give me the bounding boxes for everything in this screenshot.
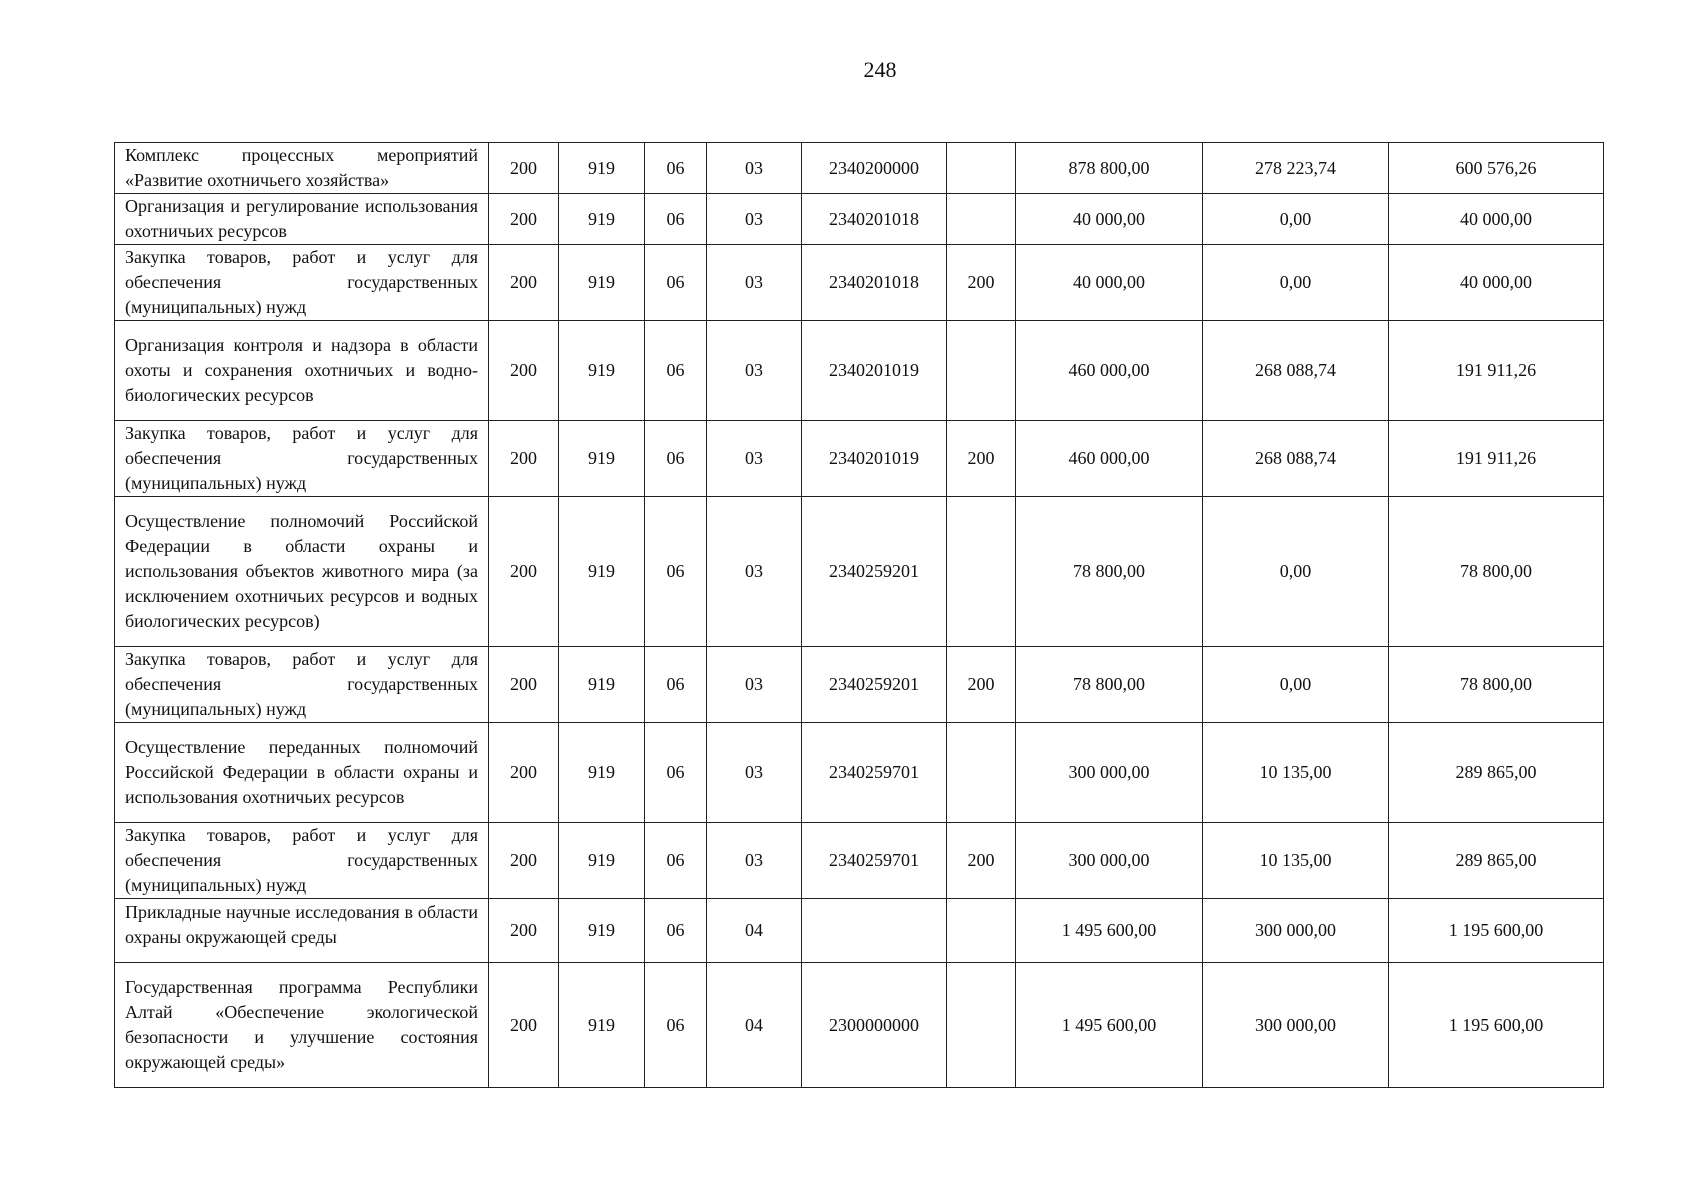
code2-cell: 919 <box>559 245 645 321</box>
table-row <box>115 143 1604 194</box>
target-code-cell: 2340200000 <box>802 143 947 194</box>
expense-type-cell: 200 <box>947 421 1016 497</box>
executed-amount-cell: 300 000,00 <box>1203 963 1389 1088</box>
remaining-amount-cell: 1 195 600,00 <box>1389 963 1604 1088</box>
code2-cell: 919 <box>559 321 645 421</box>
planned-amount-cell: 1 495 600,00 <box>1016 963 1203 1088</box>
row-description: Закупка товаров, работ и услуг для обеспечения государственных (муниципальных) нужд <box>115 421 489 497</box>
row-description: Осуществление полномочий Российской Федерации в области охраны и использования объектов животного мира (за исключением охотничьих ресурсов и водных биологических ресурсов) <box>115 497 489 647</box>
planned-amount-cell: 40 000,00 <box>1016 194 1203 245</box>
target-code-cell: 2340201018 <box>802 194 947 245</box>
target-code-cell: 2340259701 <box>802 823 947 899</box>
code1-cell: 200 <box>489 245 559 321</box>
subsection-cell: 03 <box>707 245 802 321</box>
expense-type-cell <box>947 143 1016 194</box>
code2-cell: 919 <box>559 899 645 963</box>
code1-cell: 200 <box>489 963 559 1088</box>
planned-amount-cell: 78 800,00 <box>1016 647 1203 723</box>
executed-amount-cell: 10 135,00 <box>1203 723 1389 823</box>
code1-cell: 200 <box>489 647 559 723</box>
remaining-amount-cell: 1 195 600,00 <box>1389 899 1604 963</box>
page-number: 248 <box>863 57 897 82</box>
section-cell: 06 <box>645 194 707 245</box>
target-code-cell: 2300000000 <box>802 963 947 1088</box>
table-row <box>115 963 1604 1088</box>
code2-cell: 919 <box>559 143 645 194</box>
remaining-amount-cell: 78 800,00 <box>1389 647 1604 723</box>
table-row <box>115 723 1604 823</box>
planned-amount-cell: 40 000,00 <box>1016 245 1203 321</box>
section-cell: 06 <box>645 245 707 321</box>
remaining-amount-cell: 191 911,26 <box>1389 321 1604 421</box>
code2-cell: 919 <box>559 963 645 1088</box>
executed-amount-cell: 0,00 <box>1203 497 1389 647</box>
code2-cell: 919 <box>559 823 645 899</box>
subsection-cell: 04 <box>707 963 802 1088</box>
section-cell: 06 <box>645 963 707 1088</box>
row-description: Осуществление переданных полномочий Российской Федерации в области охраны и использования охотничьих ресурсов <box>115 723 489 823</box>
subsection-cell: 03 <box>707 823 802 899</box>
budget-table <box>114 142 1604 1088</box>
subsection-cell: 04 <box>707 899 802 963</box>
subsection-cell: 03 <box>707 723 802 823</box>
remaining-amount-cell: 289 865,00 <box>1389 723 1604 823</box>
table-row <box>115 823 1604 899</box>
expense-type-cell: 200 <box>947 245 1016 321</box>
remaining-amount-cell: 78 800,00 <box>1389 497 1604 647</box>
section-cell: 06 <box>645 497 707 647</box>
code2-cell: 919 <box>559 647 645 723</box>
row-description: Прикладные научные исследования в области охраны окружающей среды <box>115 899 489 963</box>
executed-amount-cell: 0,00 <box>1203 245 1389 321</box>
table-row <box>115 647 1604 723</box>
planned-amount-cell: 300 000,00 <box>1016 823 1203 899</box>
row-description: Организация и регулирование использования охотничьих ресурсов <box>115 194 489 245</box>
planned-amount-cell: 1 495 600,00 <box>1016 899 1203 963</box>
executed-amount-cell: 278 223,74 <box>1203 143 1389 194</box>
planned-amount-cell: 300 000,00 <box>1016 723 1203 823</box>
code1-cell: 200 <box>489 421 559 497</box>
table-row <box>115 421 1604 497</box>
expense-type-cell <box>947 963 1016 1088</box>
row-description: Закупка товаров, работ и услуг для обеспечения государственных (муниципальных) нужд <box>115 647 489 723</box>
code1-cell: 200 <box>489 823 559 899</box>
subsection-cell: 03 <box>707 321 802 421</box>
planned-amount-cell: 878 800,00 <box>1016 143 1203 194</box>
target-code-cell: 2340259201 <box>802 647 947 723</box>
executed-amount-cell: 0,00 <box>1203 647 1389 723</box>
executed-amount-cell: 300 000,00 <box>1203 899 1389 963</box>
section-cell: 06 <box>645 899 707 963</box>
code1-cell: 200 <box>489 497 559 647</box>
section-cell: 06 <box>645 823 707 899</box>
table-row <box>115 245 1604 321</box>
code2-cell: 919 <box>559 421 645 497</box>
section-cell: 06 <box>645 647 707 723</box>
expense-type-cell: 200 <box>947 647 1016 723</box>
expense-type-cell <box>947 723 1016 823</box>
target-code-cell: 2340201019 <box>802 321 947 421</box>
section-cell: 06 <box>645 321 707 421</box>
subsection-cell: 03 <box>707 421 802 497</box>
row-description: Закупка товаров, работ и услуг для обеспечения государственных (муниципальных) нужд <box>115 245 489 321</box>
executed-amount-cell: 268 088,74 <box>1203 321 1389 421</box>
row-description: Государственная программа Республики Алтай «Обеспечение экологической безопасности и улучшение состояния окружающей среды» <box>115 963 489 1088</box>
expense-type-cell <box>947 194 1016 245</box>
remaining-amount-cell: 40 000,00 <box>1389 194 1604 245</box>
code1-cell: 200 <box>489 194 559 245</box>
code1-cell: 200 <box>489 143 559 194</box>
target-code-cell: 2340259201 <box>802 497 947 647</box>
code1-cell: 200 <box>489 321 559 421</box>
expense-type-cell: 200 <box>947 823 1016 899</box>
row-description: Комплекс процессных мероприятий «Развитие охотничьего хозяйства» <box>115 143 489 194</box>
remaining-amount-cell: 40 000,00 <box>1389 245 1604 321</box>
code2-cell: 919 <box>559 497 645 647</box>
table-row <box>115 497 1604 647</box>
remaining-amount-cell: 600 576,26 <box>1389 143 1604 194</box>
expense-type-cell <box>947 899 1016 963</box>
code1-cell: 200 <box>489 723 559 823</box>
remaining-amount-cell: 289 865,00 <box>1389 823 1604 899</box>
table-row <box>115 321 1604 421</box>
table-row <box>115 194 1604 245</box>
code1-cell: 200 <box>489 899 559 963</box>
executed-amount-cell: 10 135,00 <box>1203 823 1389 899</box>
executed-amount-cell: 0,00 <box>1203 194 1389 245</box>
row-description: Организация контроля и надзора в области охоты и сохранения охотничьих и водно-биологических ресурсов <box>115 321 489 421</box>
code2-cell: 919 <box>559 723 645 823</box>
code2-cell: 919 <box>559 194 645 245</box>
section-cell: 06 <box>645 143 707 194</box>
planned-amount-cell: 460 000,00 <box>1016 321 1203 421</box>
subsection-cell: 03 <box>707 194 802 245</box>
planned-amount-cell: 460 000,00 <box>1016 421 1203 497</box>
target-code-cell: 2340259701 <box>802 723 947 823</box>
target-code-cell: 2340201019 <box>802 421 947 497</box>
planned-amount-cell: 78 800,00 <box>1016 497 1203 647</box>
target-code-cell: 2340201018 <box>802 245 947 321</box>
section-cell: 06 <box>645 421 707 497</box>
executed-amount-cell: 268 088,74 <box>1203 421 1389 497</box>
remaining-amount-cell: 191 911,26 <box>1389 421 1604 497</box>
row-description: Закупка товаров, работ и услуг для обеспечения государственных (муниципальных) нужд <box>115 823 489 899</box>
target-code-cell <box>802 899 947 963</box>
expense-type-cell <box>947 321 1016 421</box>
subsection-cell: 03 <box>707 143 802 194</box>
subsection-cell: 03 <box>707 497 802 647</box>
table-row <box>115 899 1604 963</box>
section-cell: 06 <box>645 723 707 823</box>
expense-type-cell <box>947 497 1016 647</box>
subsection-cell: 03 <box>707 647 802 723</box>
